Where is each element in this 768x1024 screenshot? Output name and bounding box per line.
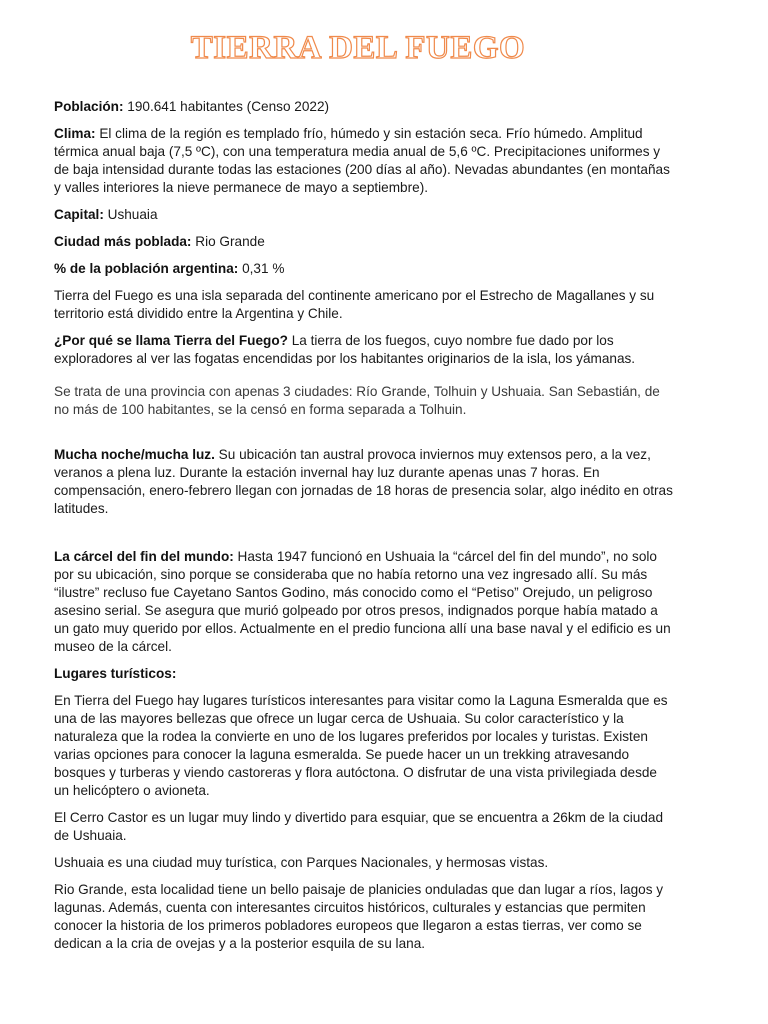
isla-paragraph: Tierra del Fuego es una isla separada del continente americano por el Estrecho de Magallanes y su territorio está dividido entre la Argentina y Chile. [54,288,655,321]
lugares-label: Lugares turísticos: [54,666,177,681]
capital-paragraph [54,206,674,224]
noche-paragraph [54,446,674,518]
cerro-paragraph: El Cerro Castor es un lugar muy lindo y divertido para esquiar, que se encuentra a 26km de la ciudad de Ushuaia. [54,810,664,843]
porcentaje-label: % de la población argentina: [54,261,239,276]
poblacion-label: Población: [54,99,124,114]
clima-label: Clima: [54,126,96,141]
porque-paragraph [54,332,674,368]
carcel-paragraph [54,548,674,656]
carcel-label: La cárcel del fin del mundo: [54,549,234,564]
laguna-paragraph: En Tierra del Fuego hay lugares turísticos interesantes para visitar como la Laguna Esmeralda que es una de las mayores bellezas que ofrece un lugar cerca de Ushuaia. Su color característico y la naturaleza que la rodea la convierte en uno de los lugares preferidos por locales y turistas. Existen varias opciones para conocer la laguna esmeralda. Se puede hacer un un trekking atravesando bosques y turberas y viendo castoreras y flora autóctona. O disfrutar de una vista privilegiada desde un helicóptero o avioneta. [54,693,668,798]
ciudad-text: Rio Grande [191,234,265,249]
poblacion-text: 190.641 habitantes (Censo 2022) [123,99,330,114]
document-page [54,0,674,953]
ushuaia-paragraph: Ushuaia es una ciudad muy turística, con Parques Nacionales, y hermosas vistas. [54,855,549,870]
capital-text: Ushuaia [103,207,158,222]
porcentaje-text: 0,31 % [238,261,285,276]
carcel-text: Hasta 1947 funcionó en Ushuaia la “cárcel del fin del mundo”, no solo por su ubicación, sino porque se consideraba que no había retorno una vez ingresado allí. Su más “ilustre” recluso fue Cayetano Santos Godino, más conocido como el “Petiso” Orejudo, un peligroso asesino serial. Se asegura que murió golpeado por otros presos, indignados porque había matado a un gato muy querido por ellos. Actualmente en el predio funciona allí una base naval y el edificio es un museo de la cárcel. [54,549,671,654]
document-title: TIERRA DEL FUEGO [190,30,526,66]
clima-text: El clima de la región es templado frío, húmedo y sin estación seca. Frío húmedo. Amplitud térmica anual baja (7,5 ºC), con una temperatura media anual de 5,6 ºC. Precipitaciones uniformes y de baja intensidad durante todas las estaciones (200 días al año). Nevadas abundantes (en montañas y valles interiores la nieve permanece de mayo a septiembre). [54,126,670,195]
capital-label: Capital: [54,207,104,222]
porque-text: La tierra de los fuegos, cuyo nombre fue dado por los exploradores al ver las fogatas encendidas por los habitantes originarios de la isla, los yámanas. [54,333,636,366]
noche-label: Mucha noche/mucha luz. [54,447,215,462]
ciudad-label: Ciudad más poblada: [54,234,192,249]
lugares-heading [54,665,674,683]
porque-label: ¿Por qué se llama Tierra del Fuego? [54,333,288,348]
clima-paragraph [54,125,674,197]
noche-text: Su ubicación tan austral provoca inviernos muy extensos pero, a la vez, veranos a plena luz. Durante la estación invernal hay luz durante apenas unas 7 horas. En compensación, enero-febrero llegan con jornadas de 18 horas de presencia solar, algo inédito en otras latitudes. [54,447,673,516]
porcentaje-paragraph [54,260,674,278]
ciudades-paragraph: Se trata de una provincia con apenas 3 ciudades: Río Grande, Tolhuin y Ushuaia. San Sebastián, de no más de 100 habitantes, se la censó en forma separada a Tolhuin. [54,384,660,417]
riogrande-paragraph: Rio Grande, esta localidad tiene un bello paisaje de planicies onduladas que dan lugar a ríos, lagos y lagunas. Además, cuenta con interesantes circuitos históricos, culturales y estancias que permiten conocer la historia de los primeros pobladores europeos que llegaron a estas tierras, ver como se dedican a la cria de ovejas y a la posterior esquila de su lana. [54,882,664,951]
poblacion-paragraph [54,98,674,116]
ciudad-paragraph [54,233,674,251]
